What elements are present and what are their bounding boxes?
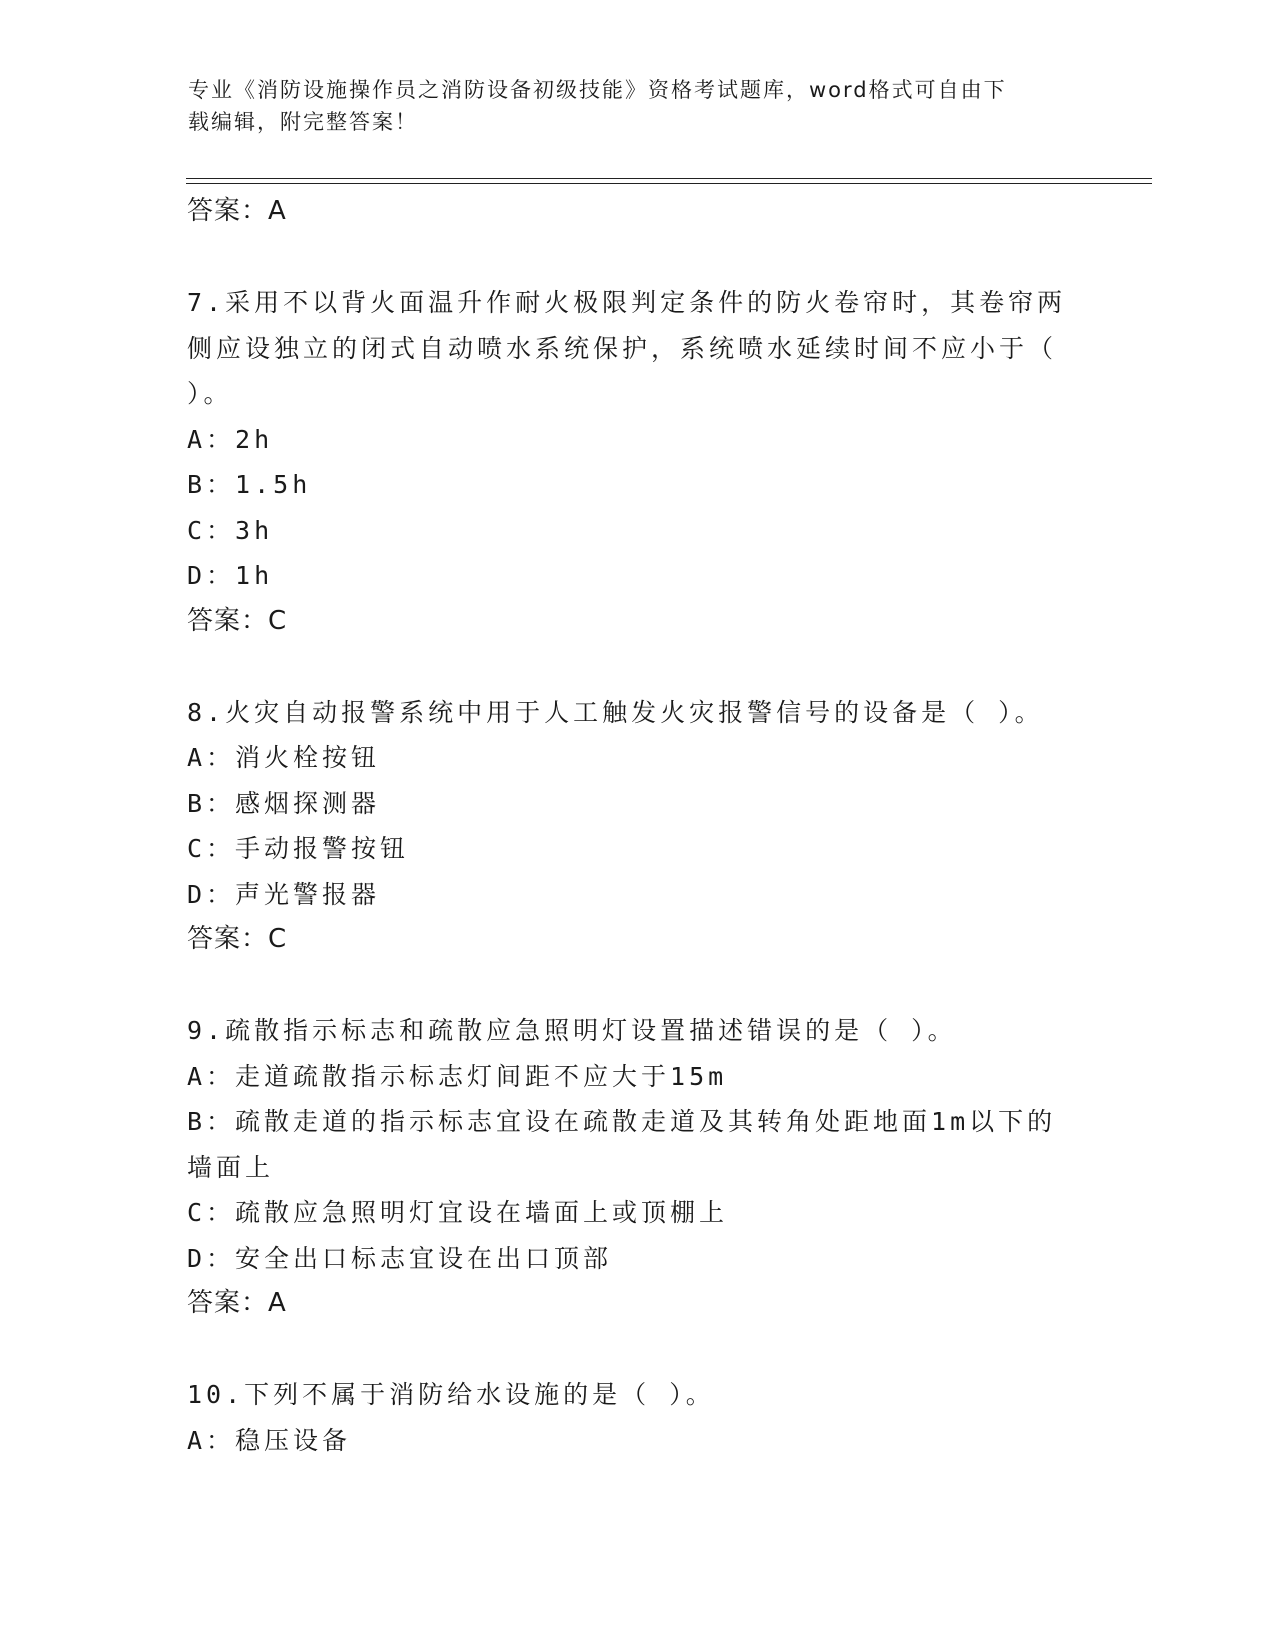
question-9-option-b-line-2: 墙面上 <box>187 1152 275 1182</box>
question-7-option-a: A：2h <box>187 424 274 454</box>
question-9-answer: 答案：A <box>187 1288 287 1318</box>
header-rule-bottom <box>186 183 1152 184</box>
spacer <box>187 644 1087 690</box>
question-8-option-a: A：消火栓按钮 <box>187 743 381 772</box>
question-10 <box>187 1372 1087 1463</box>
question-8-option-b: B：感烟探测器 <box>187 788 381 818</box>
header-line-1: 专业《消防设施操作员之消防设备初级技能》资格考试题库，word格式可自由下 <box>188 78 1007 102</box>
question-9-option-b-line-1: B：疏散走道的指示标志宜设在疏散走道及其转角处距地面1m以下的 <box>187 1107 1057 1136</box>
question-list <box>187 189 1087 1463</box>
question-10-text: 10.下列不属于消防给水设施的是（ ）。 <box>187 1380 715 1409</box>
question-7-option-d: D：1h <box>187 561 274 590</box>
question-7-option-c: C：3h <box>187 515 274 545</box>
header-rule-top <box>186 178 1152 179</box>
spacer <box>187 1327 1087 1373</box>
question-7-text-line-1: 7.采用不以背火面温升作耐火极限判定条件的防火卷帘时，其卷帘两 <box>187 288 1067 317</box>
question-7-text-line-3: ）。 <box>187 379 233 408</box>
question-8-option-d: D：声光警报器 <box>187 879 381 909</box>
question-9-option-c: C：疏散应急照明灯宜设在墙面上或顶棚上 <box>187 1198 729 1227</box>
question-8-option-c: C：手动报警按钮 <box>187 834 410 863</box>
header-line-2: 载编辑，附完整答案！ <box>188 110 418 134</box>
document-header <box>188 74 1068 138</box>
question-7 <box>187 280 1087 644</box>
question-8-text: 8.火灾自动报警系统中用于人工触发火灾报警信号的设备是（ ）。 <box>187 697 1044 727</box>
previous-answer: 答案：A <box>187 196 287 226</box>
question-9-option-a: A：走道疏散指示标志灯间距不应大于15m <box>187 1061 728 1091</box>
question-10-option-a: A：稳压设备 <box>187 1425 352 1455</box>
question-7-option-b: B：1.5h <box>187 470 312 499</box>
question-9-option-d: D：安全出口标志宜设在出口顶部 <box>187 1243 613 1273</box>
question-7-answer: 答案：C <box>187 605 288 636</box>
spacer <box>187 963 1087 1009</box>
question-9-text: 9.疏散指示标志和疏散应急照明灯设置描述错误的是（ ）。 <box>187 1016 957 1045</box>
question-8 <box>187 690 1087 963</box>
question-7-text-line-2: 侧应设独立的闭式自动喷水系统保护，系统喷水延续时间不应小于（ <box>187 333 1058 363</box>
question-9 <box>187 1008 1087 1327</box>
question-8-answer: 答案：C <box>187 924 288 954</box>
spacer <box>187 235 1087 281</box>
